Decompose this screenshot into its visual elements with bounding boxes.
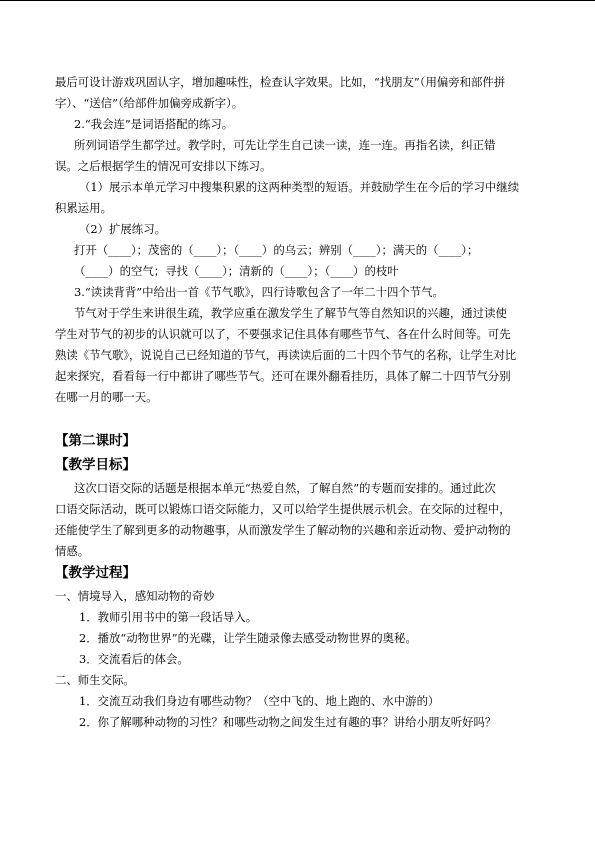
text-line: 所列词语学生都学过。教学时，可先让学生自己读一读，连一连。再指名读，纠正错 xyxy=(74,138,496,152)
text-line: 节气对于学生来讲很生疏，教学应重在激发学生了解节气等自然知识的兴趣，通过读使 xyxy=(74,306,507,320)
text-line: 学生对节气的初步的认识就可以了，不要强求记住具体有哪些节气、各在什么时间等。可先 xyxy=(55,327,511,341)
exercise-line: （____）的空气；寻找（____）；清新的（____）；（____）的枝叶 xyxy=(74,264,399,278)
step-heading: 一、情境导入，感知动物的奇妙 xyxy=(55,589,215,603)
text-line: 熟读《节气歌》，说说自己已经知道的节气，再读读后面的二十四个节气的名称，让学生对比 xyxy=(55,348,517,362)
document-page xyxy=(55,72,543,733)
text-line: 还能使学生了解到更多的动物趣事，从而激发学生了解动物的兴趣和亲近动物、爱护动物的 xyxy=(55,523,511,537)
sub-item-2: （2）扩展练习。 xyxy=(79,222,166,236)
header-rule xyxy=(0,0,595,1)
item-3: 3.“读读背背”中给出一首《节气歌》，四行诗歌包含了一年二十四个节气。 xyxy=(74,285,444,299)
step-heading: 二、师生交际。 xyxy=(55,673,135,687)
section-title: 【第二课时】 xyxy=(55,433,136,449)
list-item: 1．教师引用书中的第一段话导入。 xyxy=(79,610,258,624)
text-line: 在哪一月的哪一天。 xyxy=(55,390,158,404)
section-heading-goals: 【教学目标】 xyxy=(55,457,136,473)
text-line: 最后可设计游戏巩固认字，增加趣味性，检查认字效果。比如，“找朋友”（用偏旁和部件拼 xyxy=(55,75,506,89)
text-line: 这次口语交际的话题是根据本单元“热爱自然，了解自然”的专题而安排的。通过此次 xyxy=(74,481,496,495)
list-item: 1．交流互动我们身边有哪些动物？（空中飞的、地上跑的、水中游的） xyxy=(79,694,440,708)
text-line: 口语交际活动，既可以锻炼口语交际能力，又可以给学生提供展示机会。在交际的过程中， xyxy=(55,502,511,516)
list-item: 2．你了解哪种动物的习性？和哪些动物之间发生过有趣的事？讲给小朋友听好吗？ xyxy=(79,715,497,729)
list-item: 3．交流看后的体会。 xyxy=(79,652,189,666)
text-line: 字）、“送信”（给部件加偏旁成新字）。 xyxy=(55,96,244,110)
text-line: 情感。 xyxy=(55,544,90,558)
list-item: 2．播放“动物世界”的光碟，让学生随录像去感受动物世界的奥秘。 xyxy=(79,631,417,645)
text-line: 积累运用。 xyxy=(55,201,112,215)
text-line: 起来探究，看看每一行中都讲了哪些节气。还可在课外翻看挂历，具体了解二十四节气分别 xyxy=(55,369,511,383)
section-heading-process: 【教学过程】 xyxy=(55,565,136,581)
item-2: 2.“我会连”是词语搭配的练习。 xyxy=(74,117,234,131)
exercise-line: 打开（____）；茂密的（____）；（____）的乌云；辨别（____）；满天的（____）； xyxy=(74,243,479,257)
text-line: 误。之后根据学生的情况可安排以下练习。 xyxy=(55,159,272,173)
sub-item-1: （1）展示本单元学习中搜集积累的这两种类型的短语。并鼓励学生在今后的学习中继续 xyxy=(79,180,520,194)
